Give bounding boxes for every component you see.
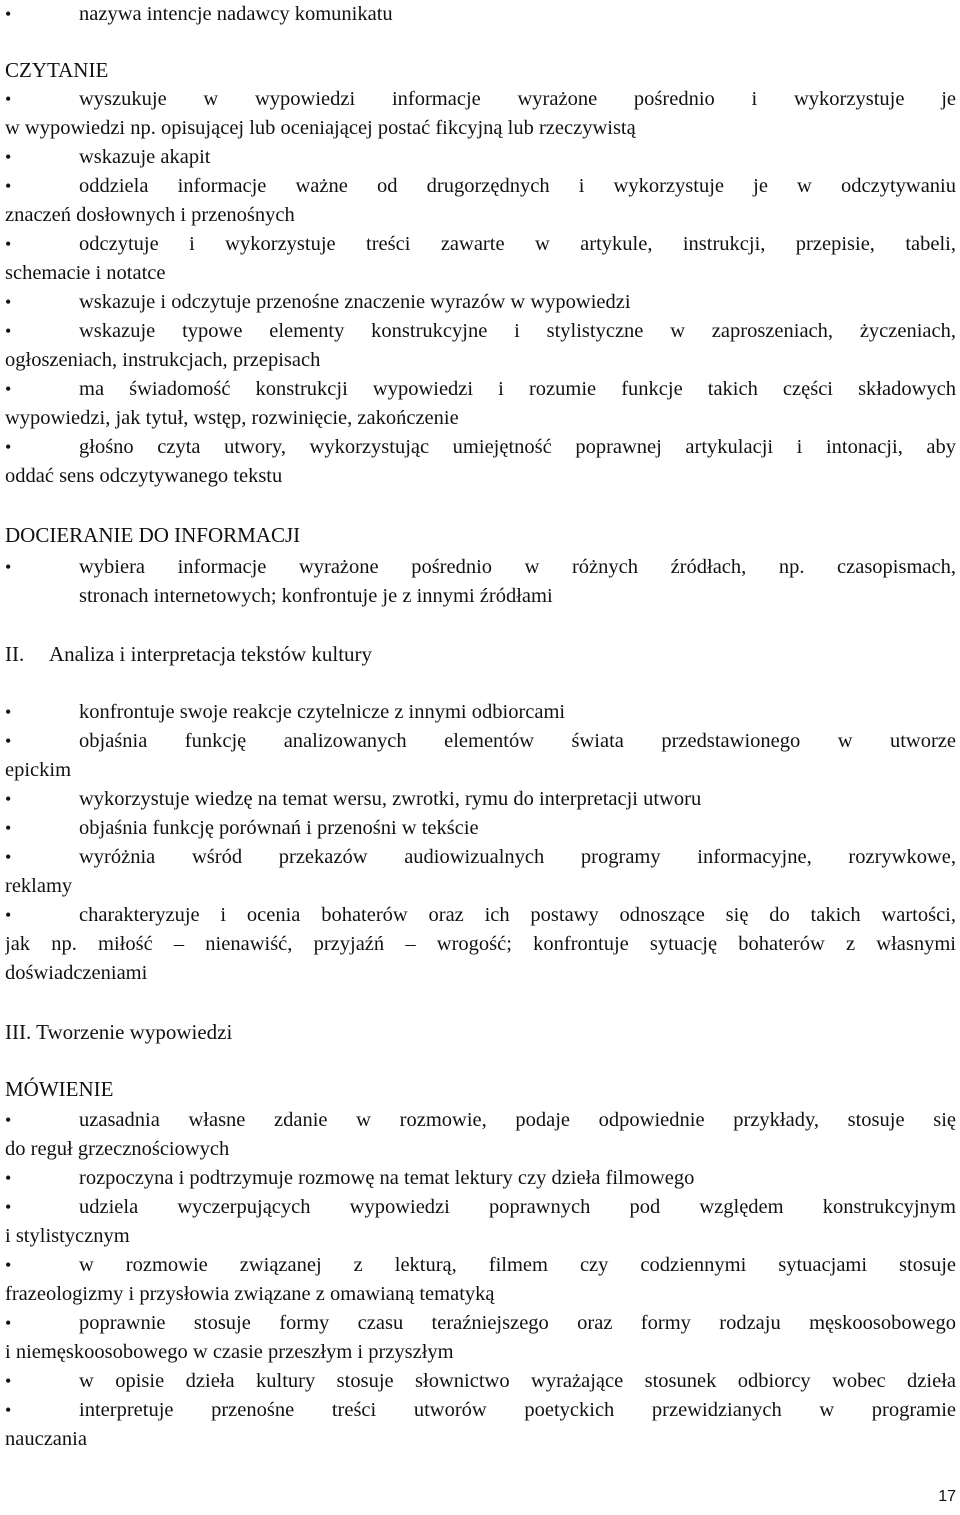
list-item-text: charakteryzuje i ocenia bohaterów oraz ich postawy odnoszące się do takich wartości, [79,904,956,926]
list-item [5,698,956,727]
list-item [5,143,956,172]
list-item-continuation: schemacie i notatce [5,262,166,284]
list-item-text: uzasadnia własne zdanie w rozmowie, podaje odpowiednie przykłady, stosuje się [79,1109,956,1131]
list-item-continuation: stronach internetowych; konfrontuje je z innymi źródłami [79,585,553,607]
list-item-continuation: epickim [5,759,72,781]
list-item-continuation: doświadczeniami [5,962,148,984]
bullet: • [5,818,12,838]
list-item-text: udziela wyczerpujących wypowiedzi poprawnych pod względem konstrukcyjnym [79,1196,956,1218]
list-item-text: wskazuje i odczytuje przenośne znaczenie wyrazów w wypowiedzi [79,291,631,313]
bullet: • [5,731,12,751]
list-item-continuation: znaczeń dosłownych i przenośnych [5,204,295,226]
bullet: • [5,789,12,809]
list-item-text: wskazuje typowe elementy konstrukcyjne i stylistyczne w zaproszeniach, życzeniach, [79,320,956,342]
list-item-continuation: nauczania [5,1428,87,1450]
list-item [5,901,956,930]
list-item [5,288,956,317]
list-item-text: objaśnia funkcję analizowanych elementów świata przedstawionego w utworze [79,730,956,752]
bullet: • [5,1197,12,1217]
bullet: • [5,1168,12,1188]
list-item-text: w rozmowie związanej z lekturą, filmem czy codziennymi sytuacjami stosuje [79,1254,956,1276]
list-item-text: interpretuje przenośne treści utworów poetyckich przewidzianych w programie [79,1399,956,1421]
bullet: • [5,176,12,196]
list-item-text: konfrontuje swoje reakcje czytelnicze z innymi odbiorcami [79,701,566,723]
list-item [5,1396,956,1425]
bullet: • [5,557,12,577]
section-heading-tworzenie: III. Tworzenie wypowiedzi [5,1020,233,1044]
list-item [5,375,956,404]
list-item-text: głośno czyta utwory, wykorzystując umiejętność poprawnej artykulacji i intonacji, aby [79,436,956,458]
list-item-continuation: wypowiedzi, jak tytuł, wstęp, rozwinięcie, zakończenie [5,407,459,429]
page-number: 17 [938,1488,956,1505]
bullet: • [5,379,12,399]
bullet: • [5,905,12,925]
bullet: • [5,1110,12,1130]
list-item-text: wykorzystuje wiedzę na temat wersu, zwrotki, rymu do interpretacji utworu [79,788,702,810]
list-item-text: ma świadomość konstrukcji wypowiedzi i rozumie funkcje takich części składowych [79,378,956,400]
section-heading-analiza [5,640,956,669]
list-item-continuation: w wypowiedzi np. opisującej lub oceniającej postać fikcyjną lub rzeczywistą [5,117,636,139]
list-item-continuation: ogłoszeniach, instrukcjach, przepisach [5,349,321,371]
bullet: • [5,1313,12,1333]
list-item [5,785,956,814]
list-item [5,1251,956,1280]
list-item [5,0,956,29]
list-item-text: w opisie dzieła kultury stosuje słownictwo wyrażające stosunek odbiorcy wobec dzieła [79,1370,956,1392]
bullet: • [5,89,12,109]
bullet: • [5,147,12,167]
bullet: • [5,437,12,457]
bullet: • [5,702,12,722]
bullet: • [5,1255,12,1275]
list-item [5,553,956,582]
bullet: • [5,847,12,867]
list-item [5,727,956,756]
list-item [5,1164,956,1193]
list-item-continuation: reklamy [5,875,73,897]
list-item-text: wyszukuje w wypowiedzi informacje wyrażone pośrednio i wykorzystuje je [79,88,956,110]
section-heading-czytanie: CZYTANIE [5,58,109,82]
list-item-text: nazywa intencje nadawcy komunikatu [79,3,393,25]
list-item [5,172,956,201]
bullet: • [5,234,12,254]
list-item-continuation: jak np. miłość – nienawiść, przyjaźń – wrogość; konfrontuje sytuację bohaterów z własnymi [5,933,956,955]
list-item-continuation: do reguł grzecznościowych [5,1138,230,1160]
list-item [5,1367,956,1396]
section-number: II. [5,642,25,666]
bullet: • [5,1400,12,1420]
list-item-text: oddziela informacje ważne od drugorzędnych i wykorzystuje je w odczytywaniu [79,175,956,197]
list-item-text: poprawnie stosuje formy czasu teraźniejszego oraz formy rodzaju męskoosobowego [79,1312,956,1334]
list-item-text: wyróżnia wśród przekazów audiowizualnych programy informacyjne, rozrywkowe, [79,846,956,868]
list-item-text: rozpoczyna i podtrzymuje rozmowę na temat lektury czy dzieła filmowego [79,1167,695,1189]
list-item-continuation: i niemęskoosobowego w czasie przeszłym i przyszłym [5,1341,454,1363]
list-item-continuation: frazeologizmy i przysłowia związane z omawianą tematyką [5,1283,495,1305]
list-item-text: wybiera informacje wyrażone pośrednio w różnych źródłach, np. czasopismach, [79,556,956,578]
section-title: Analiza i interpretacja tekstów kultury [49,642,373,666]
list-item [5,814,956,843]
list-item [5,1309,956,1338]
list-item-continuation: oddać sens odczytywanego tekstu [5,465,283,487]
section-heading-mowienie: MÓWIENIE [5,1077,114,1101]
section-heading-docieranie: DOCIERANIE DO INFORMACJI [5,523,301,547]
list-item-continuation: i stylistycznym [5,1225,130,1247]
list-item-text: objaśnia funkcję porównań i przenośni w tekście [79,817,479,839]
list-item [5,230,956,259]
list-item-text: wskazuje akapit [79,146,211,168]
list-item [5,1106,956,1135]
list-item [5,85,956,114]
list-item [5,317,956,346]
bullet: • [5,1371,12,1391]
list-item-text: odczytuje i wykorzystuje treści zawarte w artykule, instrukcji, przepisie, tabeli, [79,233,956,255]
bullet: • [5,321,12,341]
list-item [5,433,956,462]
list-item [5,1193,956,1222]
bullet: • [5,292,12,312]
list-item [5,843,956,872]
bullet: • [5,4,12,24]
